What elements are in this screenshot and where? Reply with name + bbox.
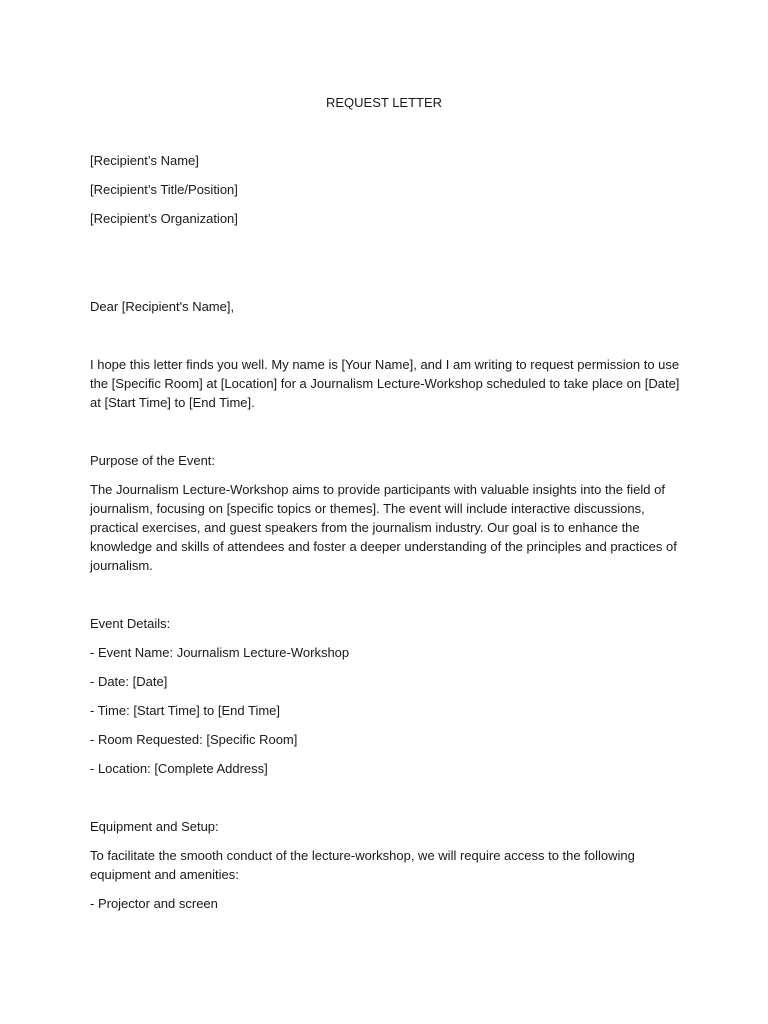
details-heading: Event Details:	[90, 616, 171, 631]
recipient-organization: [Recipient’s Organization]	[90, 211, 238, 226]
intro-paragraph: I hope this letter finds you well. My name is [Your Name], and I am writing to request permission to use the [Specific Room] at [Location] for a Journalism Lecture-Workshop scheduled to take place on [Date] at [Start Time] to [End Time].	[90, 357, 680, 410]
detail-item-room: - Room Requested: [Specific Room]	[90, 732, 298, 747]
purpose-paragraph: The Journalism Lecture-Workshop aims to provide participants with valuable insights into the field of journalism, focusing on [specific topics or themes]. The event will include interactive discussions, practical exercises, and guest speakers from the journalism industry. Our goal is to enhance the knowledge and skills of attendees and foster a deeper understanding of the principles and practices of journalism.	[90, 482, 677, 573]
recipient-name: [Recipient’s Name]	[90, 153, 199, 168]
letter-title: REQUEST LETTER	[325, 95, 443, 110]
equipment-paragraph: To facilitate the smooth conduct of the lecture-workshop, we will require access to the following equipment and amenities:	[90, 848, 635, 882]
equipment-item-projector: - Projector and screen	[90, 896, 218, 911]
detail-item-location: - Location: [Complete Address]	[90, 761, 268, 776]
detail-item-time: - Time: [Start Time] to [End Time]	[90, 703, 280, 718]
detail-item-event-name: - Event Name: Journalism Lecture-Workshop	[90, 645, 350, 660]
detail-item-date: - Date: [Date]	[90, 674, 168, 689]
purpose-heading: Purpose of the Event:	[90, 453, 216, 468]
letter-body	[90, 93, 680, 913]
salutation: Dear [Recipient's Name],	[90, 299, 235, 314]
equipment-heading: Equipment and Setup:	[90, 819, 219, 834]
recipient-title: [Recipient’s Title/Position]	[90, 182, 238, 197]
